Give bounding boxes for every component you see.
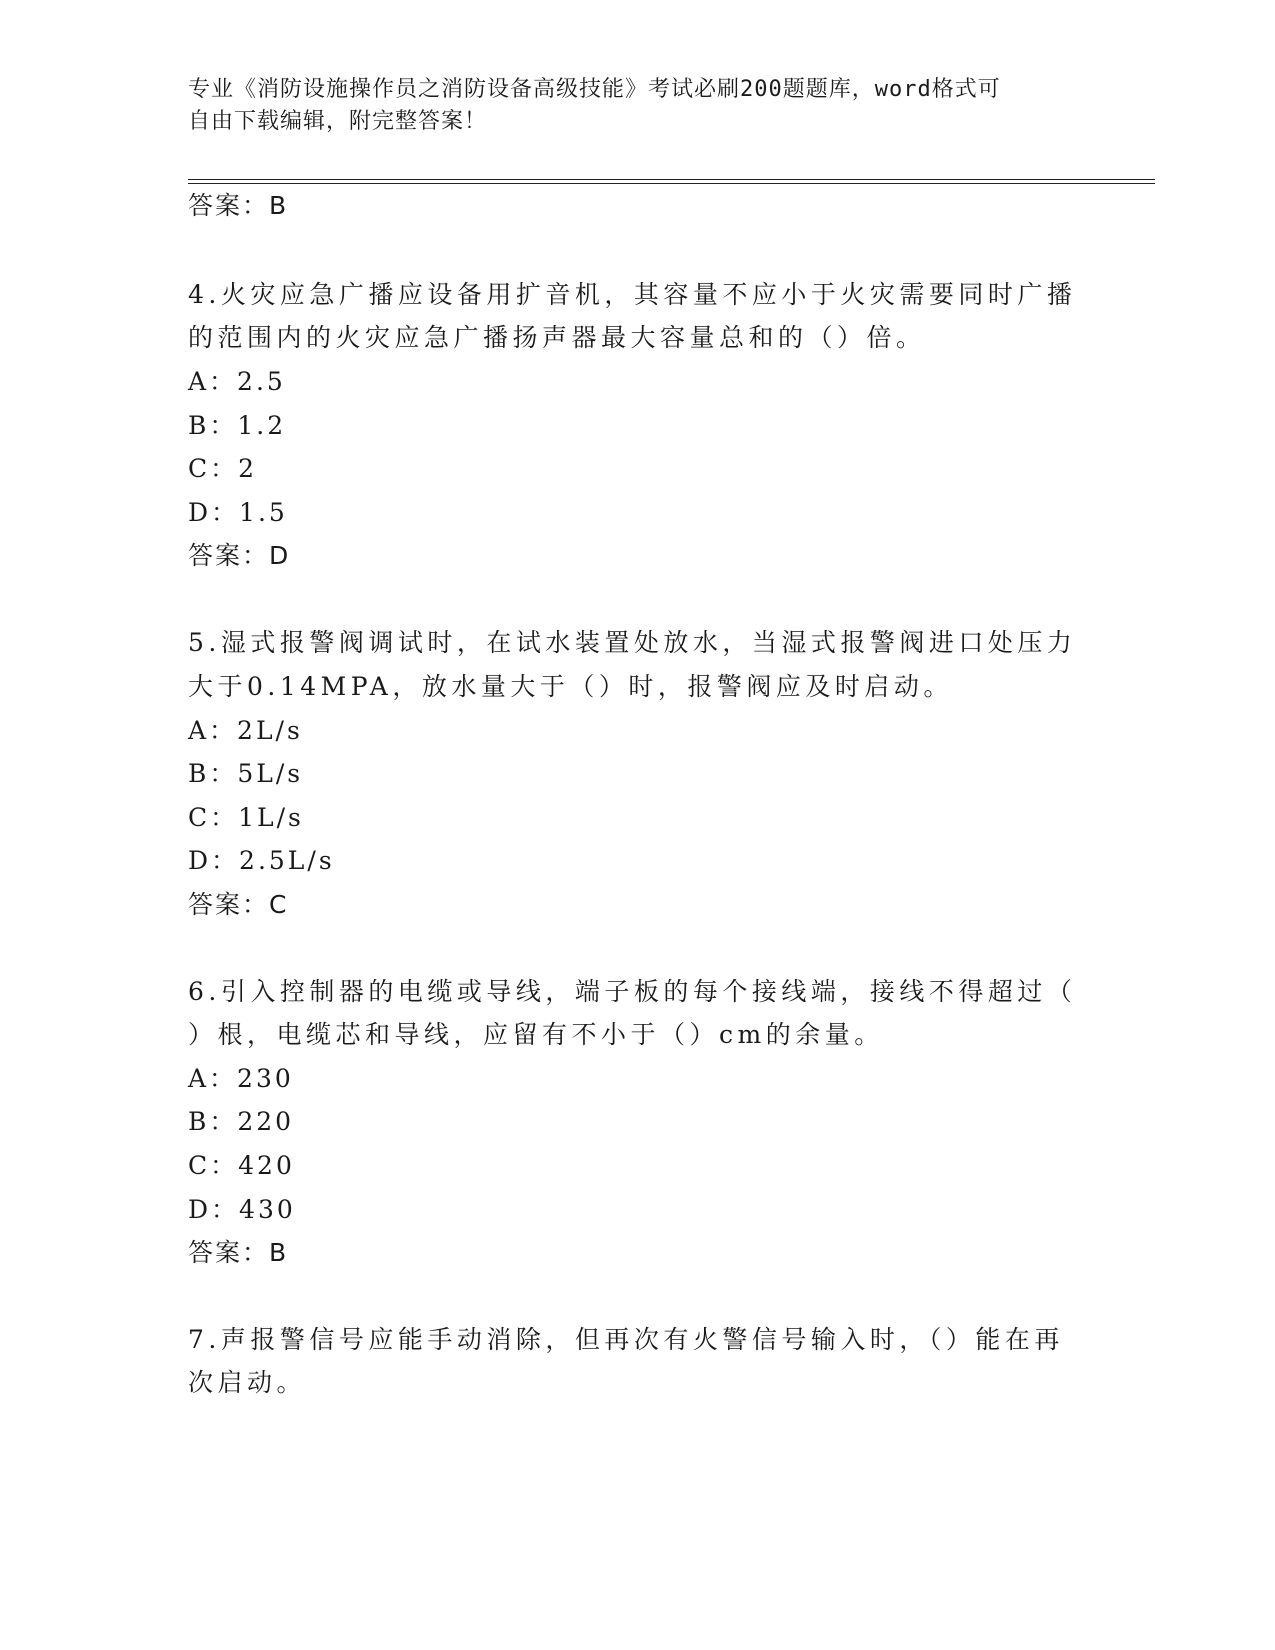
question-5-option-a: A：2L/s [188,716,303,745]
question-4-answer: 答案：D [188,541,291,570]
header-line-1: 专业《消防设施操作员之消防设备高级技能》考试必刷200题题库，word格式可 [188,77,1001,102]
question-6-option-a: A：230 [188,1064,294,1093]
question-5-answer: 答案：C [188,890,289,919]
question-4-option-b: B：1.2 [188,411,287,440]
question-4-option-a: A：2.5 [188,367,286,396]
question-5-option-b: B：5L/s [188,759,304,788]
header-divider-top [188,179,1155,180]
question-5-option-c: C：1L/s [188,803,304,832]
previous-answer: 答案：B [188,191,289,220]
question-6-option-d: D：430 [188,1195,296,1224]
question-6-answer: 答案：B [188,1238,289,1267]
question-6-option-b: B：220 [188,1107,295,1136]
question-4-option-d: D：1.5 [188,498,288,527]
question-4-line-2: 的范围内的火灾应急广播扬声器最大容量总和的（）倍。 [188,323,926,352]
question-4-option-c: C：2 [188,454,258,483]
question-7-line-1: 7.声报警信号应能手动消除，但再次有火警信号输入时，（）能在再 [188,1325,1064,1354]
question-7-line-2: 次启动。 [188,1368,307,1397]
header-divider-bottom [188,183,1155,184]
question-6-line-2: ）根，电缆芯和导线，应留有不小于（）cm的余量。 [188,1020,884,1049]
document-header [188,74,1068,138]
question-4-line-1: 4.火灾应急广播应设备用扩音机，其容量不应小于火灾需要同时广播 [188,280,1077,309]
question-6-option-c: C：420 [188,1151,295,1180]
question-5-option-d: D：2.5L/s [188,846,335,875]
question-5-line-2: 大于0.14MPA，放水量大于（）时，报警阀应及时启动。 [188,672,953,701]
question-5-line-1: 5.湿式报警阀调试时，在试水装置处放水，当湿式报警阀进口处压力 [188,628,1077,657]
header-line-2: 自由下载编辑，附完整答案！ [188,109,488,134]
question-6-line-1: 6.引入控制器的电缆或导线，端子板的每个接线端，接线不得超过（ [188,977,1077,1006]
